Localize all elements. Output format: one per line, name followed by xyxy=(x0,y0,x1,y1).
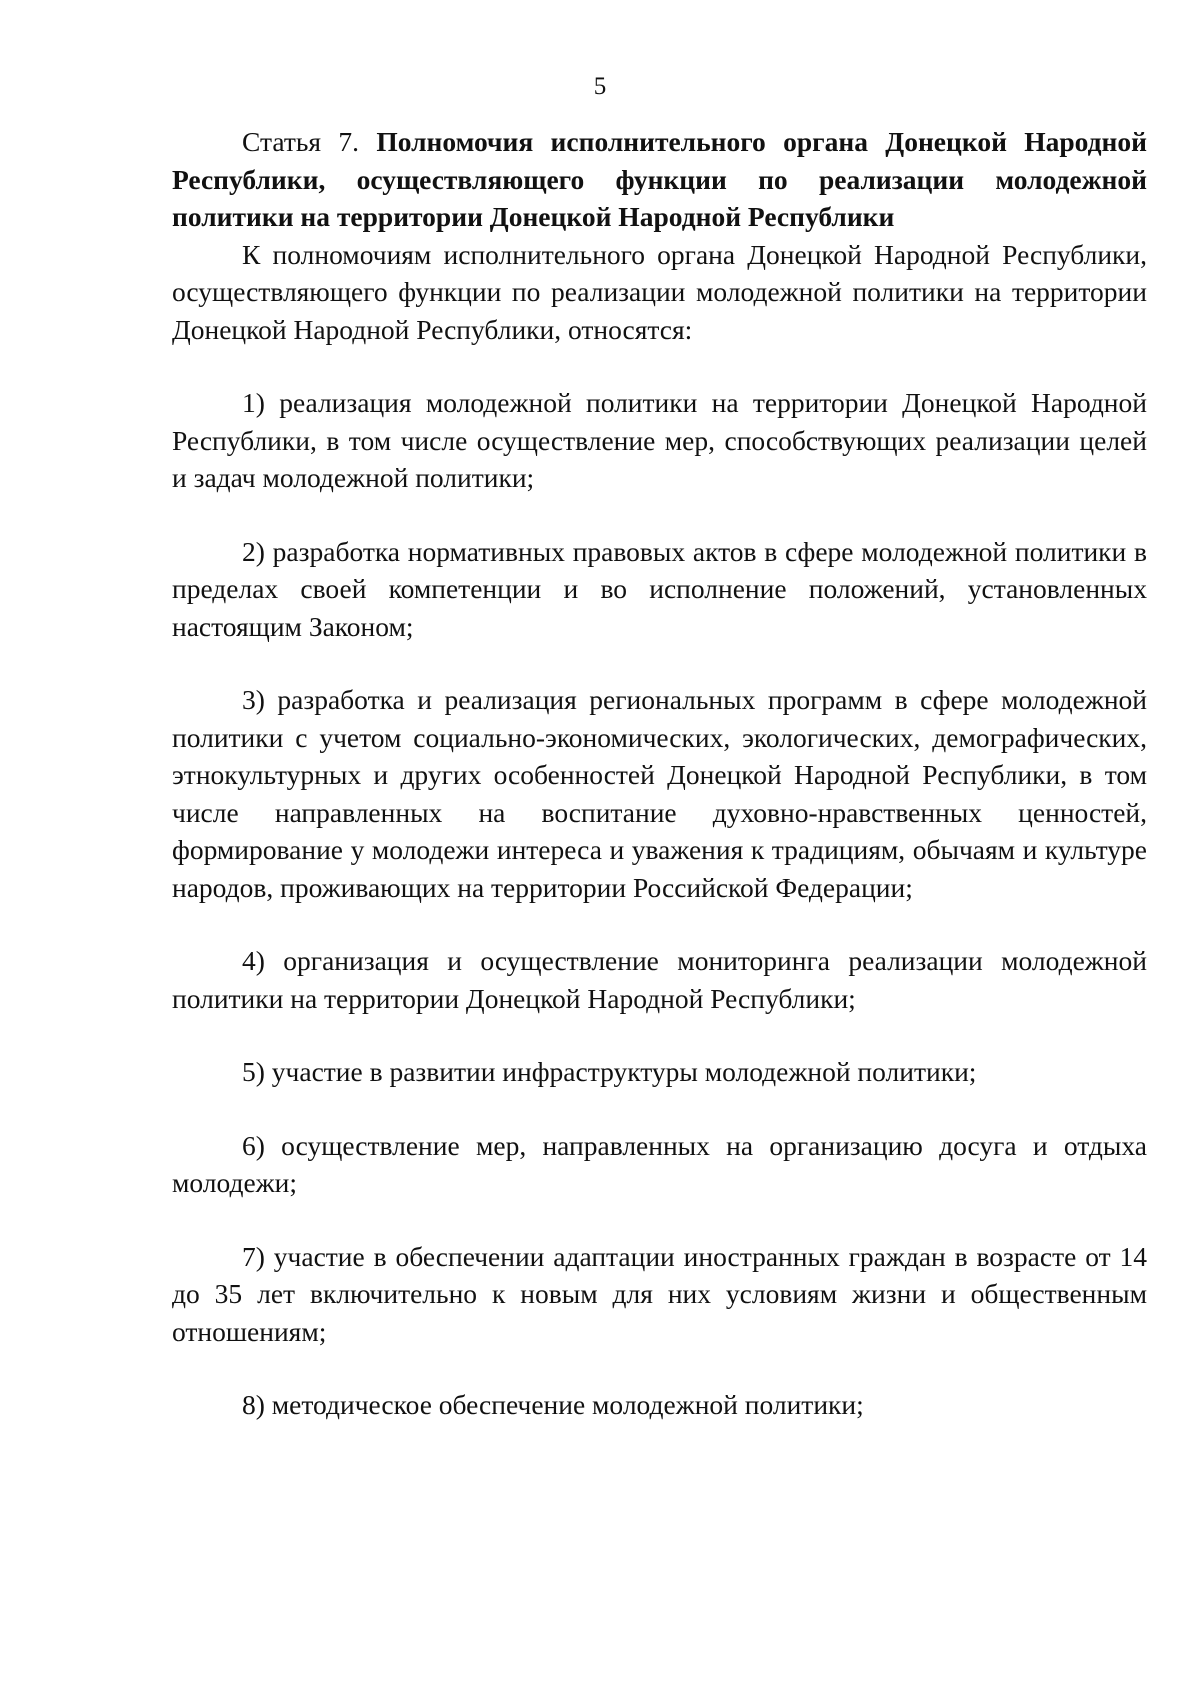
list-item-7: 7) участие в обеспечении адаптации иностранных граждан в возрасте от 14 до 35 лет включительно к новым для них условиям жизни и общественным отношениям; xyxy=(172,1240,1147,1347)
list-item-6: 6) осуществление мер, направленных на организацию досуга и отдыха молодежи; xyxy=(172,1129,1147,1198)
intro-paragraph: К полномочиям исполнительного органа Донецкой Народной Республики, осуществляющего функции по реализации молодежной политики на территории Донецкой Народной Республики, относятся: xyxy=(172,238,1147,345)
list-item-8: 8) методическое обеспечение молодежной политики; xyxy=(242,1389,864,1420)
document-body xyxy=(172,123,1147,1460)
list-item-4: 4) организация и осуществление мониторинга реализации молодежной политики на территории Донецкой Народной Республики; xyxy=(172,945,1147,1014)
page-number: 5 xyxy=(593,73,607,100)
list-item-5: 5) участие в развитии инфраструктуры молодежной политики; xyxy=(242,1056,977,1087)
list-item-3: 3) разработка и реализация региональных программ в сфере молодежной политики с учетом социально-экономических, экологических, демографических, этнокультурных и других особенностей Донецкой Народной Республики, в том числе направленных на воспитание духовно-нравственных ценностей, формирование у молодежи интереса и уважения к традициям, обычаям и культуре народов, проживающих на территории Российской Федерации; xyxy=(172,684,1147,903)
article-heading xyxy=(172,123,1147,236)
article-label: Статья 7. xyxy=(242,126,359,157)
list-item-1: 1) реализация молодежной политики на территории Донецкой Народной Республики, в том числе осуществление мер, способствующих реализации целей и задач молодежной политики; xyxy=(172,387,1147,493)
list-item-2: 2) разработка нормативных правовых актов в сфере молодежной политики в пределах своей компетенции и во исполнение положений, установленных настоящим Законом; xyxy=(172,535,1147,642)
article-title: Полномочия исполнительного органа Донецкой Народной Республики, осуществляющего функции по реализации молодежной политики на территории Донецкой Народной Республики xyxy=(172,126,1147,232)
